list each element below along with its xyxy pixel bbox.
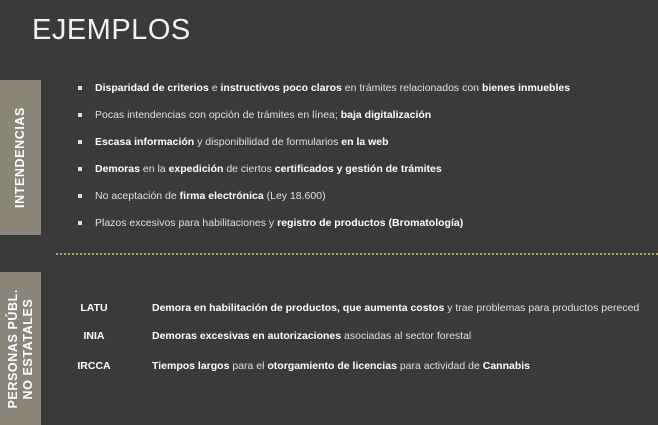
emphasis-text: certificados y gestión de trámites	[274, 163, 442, 175]
emphasis-text: Cannabis	[482, 360, 530, 372]
entity-code: IRCCA	[77, 360, 111, 372]
section-label-line1: PERSONAS PÚBL.	[5, 288, 20, 409]
emphasis-text: Escasa información	[95, 136, 195, 148]
entity-row	[0, 300, 658, 316]
emphasis-text: expedición	[168, 163, 224, 175]
entity-code: LATU	[80, 302, 108, 314]
emphasis-text: firma electrónica	[179, 190, 264, 202]
emphasis-text: otorgamiento de licencias	[267, 360, 397, 372]
emphasis-text: en la web	[341, 136, 389, 148]
square-bullet-icon	[78, 140, 82, 144]
section-label-line2: NO ESTATALES	[20, 298, 35, 399]
body-text: Plazos excesivos para habilitaciones y	[95, 217, 278, 229]
section-tab-intendencias	[0, 80, 41, 235]
square-bullet-icon	[78, 221, 82, 225]
body-text: asociadas al sector forestal	[341, 330, 472, 342]
body-text: y disponibilidad de formularios	[194, 136, 342, 148]
bullet-item	[78, 80, 570, 107]
emphasis-text: Disparidad de criterios	[95, 82, 209, 94]
entity-description	[152, 358, 530, 374]
emphasis-text: Demora en habilitación de productos, que aumenta costos	[152, 302, 445, 314]
body-text: (Ley 18.600)	[263, 190, 326, 202]
body-text: en trámites relacionados con	[341, 82, 482, 94]
emphasis-text: Demoras excesivas en autorizaciones	[152, 330, 342, 342]
bullet-item	[78, 134, 570, 161]
body-text: en la	[139, 163, 169, 175]
emphasis-text: Tiempos largos	[152, 360, 230, 372]
entity-row	[0, 358, 658, 374]
entity-row	[0, 328, 658, 344]
section-label-intendencias: INTENDENCIAS	[13, 107, 27, 208]
emphasis-text: Demoras	[95, 163, 140, 175]
bullet-item	[78, 215, 570, 242]
body-text: para actividad de	[396, 360, 483, 372]
body-text: de ciertos	[223, 163, 275, 175]
emphasis-text: baja digitalización	[340, 109, 432, 121]
square-bullet-icon	[78, 194, 82, 198]
entity-code: INIA	[83, 330, 105, 342]
bullet-item	[78, 188, 570, 215]
emphasis-text: registro de productos (Bromatología)	[277, 217, 464, 229]
entity-description	[152, 300, 639, 316]
emphasis-text: bienes inmuebles	[481, 82, 571, 94]
body-text: e	[208, 82, 221, 94]
body-text: Pocas intendencias con opción de trámites en línea;	[95, 109, 341, 121]
section-tab-personas	[0, 272, 41, 425]
emphasis-text: instructivos poco claros	[220, 82, 342, 94]
body-text: No aceptación de	[95, 190, 180, 202]
body-text: y trae problemas para productos pereced	[444, 302, 640, 314]
section-divider	[56, 253, 658, 255]
square-bullet-icon	[78, 113, 82, 117]
entity-description	[152, 328, 471, 344]
intendencias-bullet-list	[78, 80, 570, 242]
bullet-item	[78, 107, 570, 134]
square-bullet-icon	[78, 167, 82, 171]
page-title: EJEMPLOS	[32, 14, 191, 46]
body-text: para el	[229, 360, 268, 372]
bullet-item	[78, 161, 570, 188]
square-bullet-icon	[78, 86, 82, 90]
